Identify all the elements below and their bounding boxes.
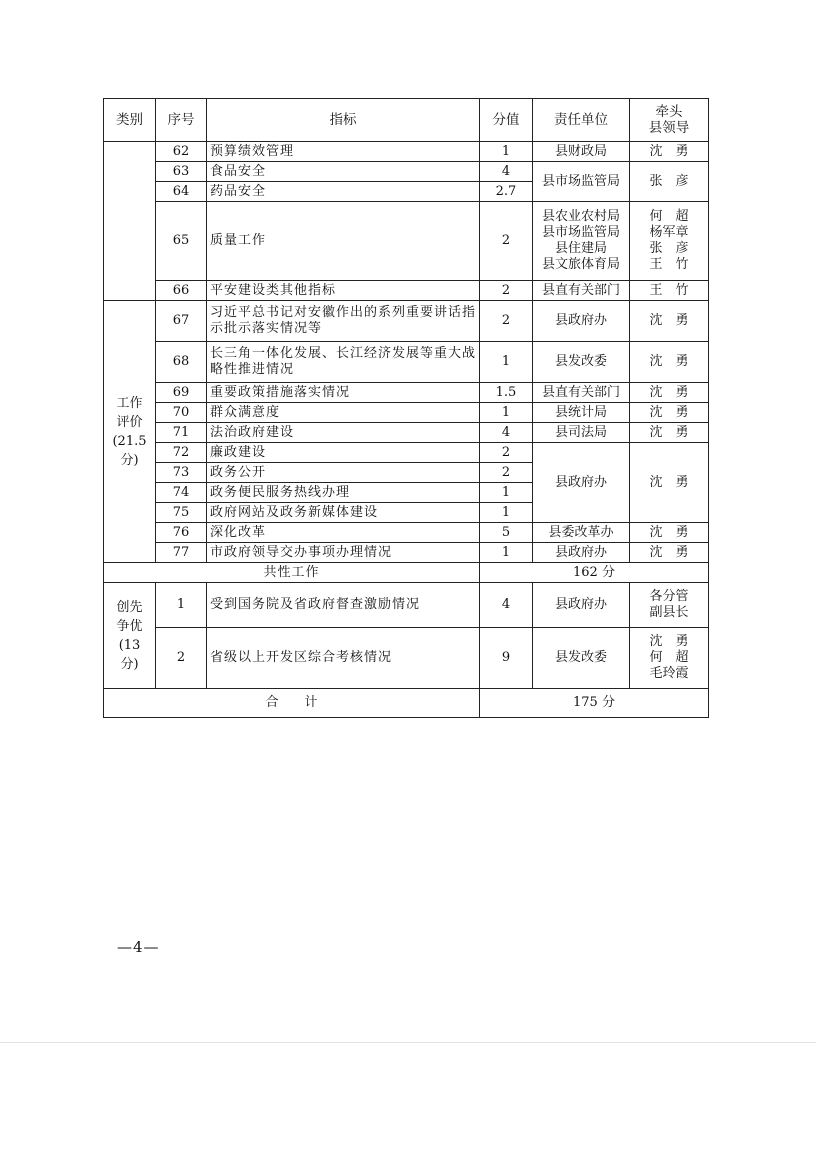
leader-line: 王 竹 <box>649 257 689 272</box>
indicator-cell: 平安建设类其他指标 <box>207 281 480 301</box>
seq-cell: 67 <box>156 301 207 342</box>
score-cell: 2 <box>480 443 533 463</box>
seq-cell: 63 <box>156 162 207 182</box>
leader-cell: 沈 勇 <box>630 301 709 342</box>
leader-cell: 沈 勇 <box>630 443 709 523</box>
seq-cell: 1 <box>156 583 207 628</box>
header-leader-line1: 牵头 <box>655 104 683 120</box>
header-category: 类别 <box>104 99 156 142</box>
indicator-cell: 预算绩效管理 <box>207 142 480 162</box>
total-score: 175 分 <box>480 689 709 718</box>
indicator-cell: 省级以上开发区综合考核情况 <box>207 628 480 689</box>
table-row <box>104 523 709 543</box>
unit-cell-multi <box>533 202 630 281</box>
category-line: (13 <box>118 637 141 653</box>
table-row <box>104 628 709 689</box>
indicator-cell: 重要政策措施落实情况 <box>207 383 480 403</box>
seq-cell: 74 <box>156 483 207 503</box>
indicator-cell: 廉政建设 <box>207 443 480 463</box>
common-work-score: 162 分 <box>480 563 709 583</box>
score-cell: 1.5 <box>480 383 533 403</box>
page-number: —4— <box>117 938 160 956</box>
indicator-cell: 政务便民服务热线办理 <box>207 483 480 503</box>
common-work-label: 共性工作 <box>104 563 480 583</box>
header-indicator: 指标 <box>207 99 480 142</box>
leader-cell-multi <box>630 583 709 628</box>
leader-cell: 沈 勇 <box>630 383 709 403</box>
seq-cell: 2 <box>156 628 207 689</box>
leader-cell: 沈 勇 <box>630 543 709 563</box>
unit-line: 县市场监管局 <box>541 225 620 240</box>
indicator-cell: 政府网站及政务新媒体建设 <box>207 503 480 523</box>
score-cell: 1 <box>480 142 533 162</box>
assessment-table-container <box>103 98 708 718</box>
score-cell: 2 <box>480 281 533 301</box>
leader-cell: 沈 勇 <box>630 523 709 543</box>
unit-cell: 县统计局 <box>533 403 630 423</box>
category-line: 争优 <box>116 618 143 634</box>
table-header-row <box>104 99 709 142</box>
score-cell: 1 <box>480 403 533 423</box>
score-cell: 1 <box>480 543 533 563</box>
unit-cell: 县政府办 <box>533 301 630 342</box>
indicator-cell: 深化改革 <box>207 523 480 543</box>
unit-cell: 县直有关部门 <box>533 383 630 403</box>
leader-line: 张 彦 <box>649 241 689 256</box>
leader-line: 副县长 <box>649 605 689 620</box>
indicator-cell: 市政府领导交办事项办理情况 <box>207 543 480 563</box>
score-cell: 2 <box>480 301 533 342</box>
header-leader <box>630 99 709 142</box>
leader-line: 何 超 <box>649 209 689 224</box>
score-cell: 4 <box>480 423 533 443</box>
total-row <box>104 689 709 718</box>
indicator-cell: 群众满意度 <box>207 403 480 423</box>
category-line: 工作 <box>116 395 143 411</box>
unit-cell: 县政府办 <box>533 543 630 563</box>
unit-cell: 县委改革办 <box>533 523 630 543</box>
category-line: 创先 <box>116 599 143 615</box>
leader-cell: 沈 勇 <box>630 342 709 383</box>
score-cell: 4 <box>480 162 533 182</box>
score-cell: 1 <box>480 503 533 523</box>
unit-cell: 县发改委 <box>533 628 630 689</box>
header-seq: 序号 <box>156 99 207 142</box>
table-row <box>104 423 709 443</box>
work-eval-category-cell <box>104 301 156 563</box>
header-score: 分值 <box>480 99 533 142</box>
category-line: 分) <box>120 452 139 468</box>
unit-line: 县文旅体育局 <box>541 257 620 272</box>
table-row <box>104 301 709 342</box>
seq-cell: 70 <box>156 403 207 423</box>
leader-line: 毛玲霞 <box>649 666 689 681</box>
category-line: 评价 <box>116 414 143 430</box>
common-work-row <box>104 563 709 583</box>
score-cell: 1 <box>480 342 533 383</box>
header-unit: 责任单位 <box>533 99 630 142</box>
indicator-cell: 习近平总书记对安徽作出的系列重要讲话指示批示落实情况等 <box>207 301 480 342</box>
unit-cell: 县发改委 <box>533 342 630 383</box>
assessment-table <box>103 98 709 718</box>
seq-cell: 68 <box>156 342 207 383</box>
score-cell: 2 <box>480 202 533 281</box>
indicator-cell: 长三角一体化发展、长江经济发展等重大战略性推进情况 <box>207 342 480 383</box>
indicator-cell: 政务公开 <box>207 463 480 483</box>
seq-cell: 64 <box>156 182 207 202</box>
unit-cell: 县司法局 <box>533 423 630 443</box>
unit-cell: 县政府办 <box>533 583 630 628</box>
leader-cell: 王 竹 <box>630 281 709 301</box>
scan-edge-divider <box>0 1042 816 1043</box>
seq-cell: 66 <box>156 281 207 301</box>
leader-line: 沈 勇 <box>649 634 689 649</box>
seq-cell: 62 <box>156 142 207 162</box>
indicator-cell: 法治政府建设 <box>207 423 480 443</box>
score-cell: 4 <box>480 583 533 628</box>
table-row <box>104 142 709 162</box>
seq-cell: 77 <box>156 543 207 563</box>
leader-cell: 张 彦 <box>630 162 709 202</box>
leader-cell: 沈 勇 <box>630 403 709 423</box>
seq-cell: 76 <box>156 523 207 543</box>
unit-line: 县住建局 <box>554 241 607 256</box>
excellence-category-cell <box>104 583 156 689</box>
table-row <box>104 403 709 423</box>
indicator-cell: 药品安全 <box>207 182 480 202</box>
seq-cell: 71 <box>156 423 207 443</box>
table-row <box>104 383 709 403</box>
seq-cell: 69 <box>156 383 207 403</box>
unit-cell: 县直有关部门 <box>533 281 630 301</box>
score-cell: 1 <box>480 483 533 503</box>
table-row <box>104 281 709 301</box>
score-cell: 2 <box>480 463 533 483</box>
leader-cell: 沈 勇 <box>630 423 709 443</box>
header-leader-line2: 县领导 <box>648 120 690 136</box>
unit-cell: 县政府办 <box>533 443 630 523</box>
unit-cell: 县市场监管局 <box>533 162 630 202</box>
indicator-cell: 质量工作 <box>207 202 480 281</box>
leader-cell-multi <box>630 202 709 281</box>
leader-line: 各分管 <box>649 589 689 604</box>
table-row <box>104 443 709 463</box>
table-row <box>104 543 709 563</box>
leader-cell-multi <box>630 628 709 689</box>
score-cell: 9 <box>480 628 533 689</box>
seq-cell: 73 <box>156 463 207 483</box>
score-cell: 2.7 <box>480 182 533 202</box>
table-row <box>104 202 709 281</box>
total-label: 合 计 <box>104 689 480 718</box>
table-row <box>104 162 709 182</box>
category-cell-empty <box>104 142 156 301</box>
indicator-cell: 食品安全 <box>207 162 480 182</box>
leader-line: 何 超 <box>649 650 689 665</box>
category-line: (21.5 <box>112 433 147 449</box>
seq-cell: 72 <box>156 443 207 463</box>
leader-line: 杨军章 <box>649 225 689 240</box>
category-line: 分) <box>120 656 139 672</box>
score-cell: 5 <box>480 523 533 543</box>
seq-cell: 65 <box>156 202 207 281</box>
unit-cell: 县财政局 <box>533 142 630 162</box>
indicator-cell: 受到国务院及省政府督查激励情况 <box>207 583 480 628</box>
table-row <box>104 342 709 383</box>
leader-cell: 沈 勇 <box>630 142 709 162</box>
seq-cell: 75 <box>156 503 207 523</box>
table-row <box>104 583 709 628</box>
unit-line: 县农业农村局 <box>541 209 620 224</box>
